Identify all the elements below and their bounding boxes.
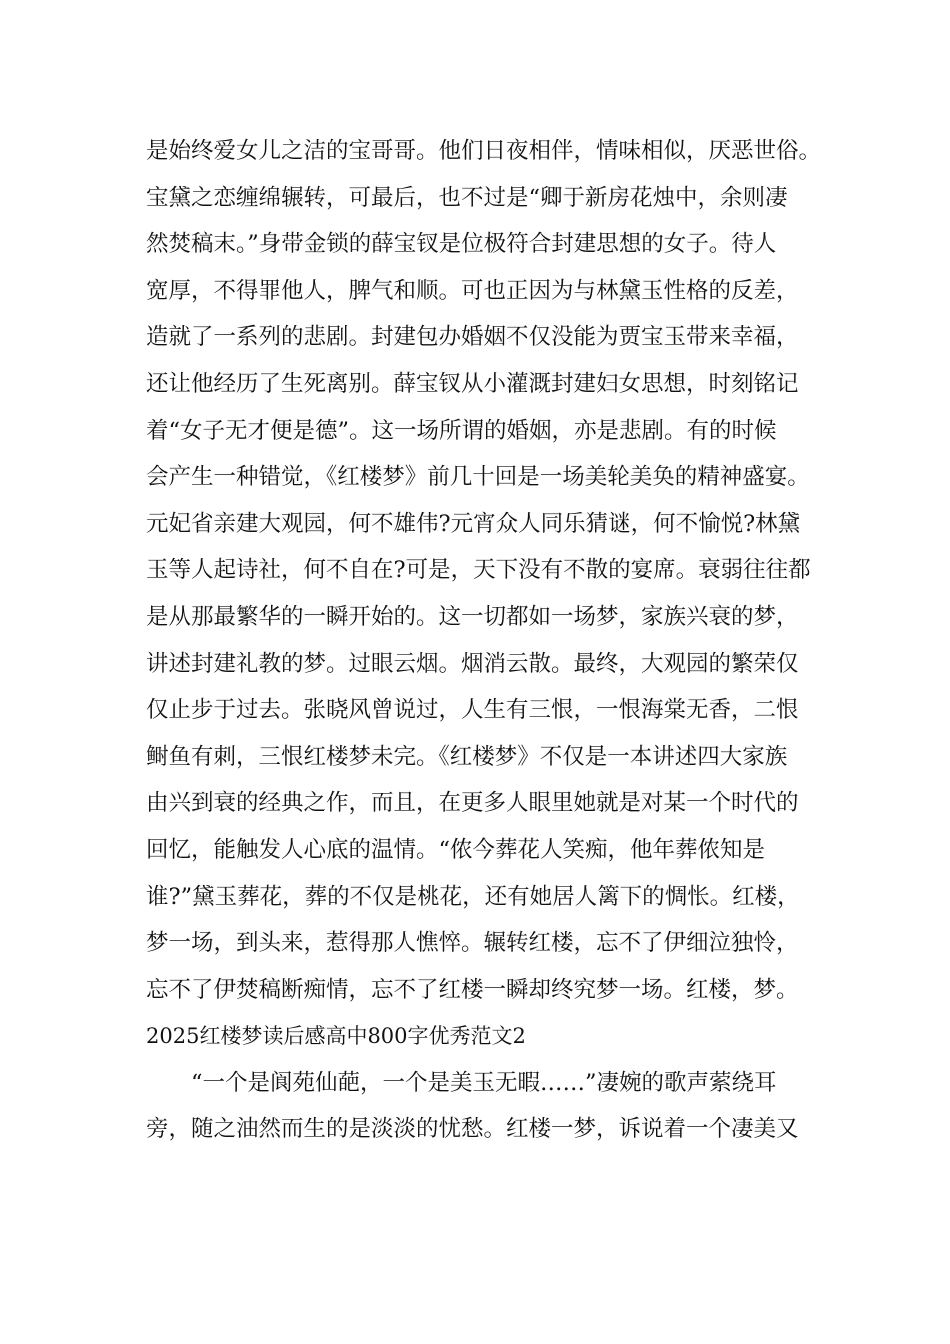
text-line: 造就了一系列的悲剧。封建包办婚姻不仅没能为贾宝玉带来幸福， (146, 324, 799, 351)
text-line: 讲述封建礼教的梦。过眼云烟。烟消云散。最终，大观园的繁荣仅 (146, 650, 799, 677)
text-line: 仅止步于过去。张晓风曾说过，人生有三恨，一恨海棠无香，二恨 (146, 697, 799, 724)
text-line: 回忆，能触发人心底的温情。“侬今葬花人笑痴，他年葬侬知是 (146, 836, 766, 863)
section-text-line: “一个是阆苑仙葩，一个是美玉无暇……”凄婉的歌声萦绕耳 (191, 1069, 777, 1096)
text-line: 然焚稿末。”身带金锁的薛宝钗是位极符合封建思想的女子。待人 (146, 231, 777, 258)
document-body (146, 128, 836, 1153)
text-line: 会产生一种错觉，《红楼梦》前几十回是一场美轮美奂的精神盛宴。 (146, 464, 810, 491)
text-line: 忘不了伊焚稿断痴情，忘不了红楼一瞬却终究梦一场。红楼，梦。 (146, 976, 799, 1003)
text-line: 是始终爱女儿之洁的宝哥哥。他们日夜相伴，情味相似，厌恶世俗。 (146, 138, 822, 164)
text-line: 鲥鱼有刺，三恨红楼梦未完。《红楼梦》不仅是一本讲述四大家族 (146, 743, 788, 770)
text-line: 元妃省亲建大观园，何不雄伟?元宵众人同乐猜谜，何不愉悦?林黛 (146, 510, 801, 537)
section-heading: 2025红楼梦读后感高中800字优秀范文2 (146, 1024, 526, 1049)
text-line: 玉等人起诗社，何不自在?可是，天下没有不散的宴席。衰弱往往都 (146, 557, 811, 584)
text-line: 着“女子无才便是德”。这一场所谓的婚姻，亦是悲剧。有的时候 (146, 417, 777, 444)
text-line: 宽厚，不得罪他人，脾气和顺。可也正因为与林黛玉性格的反差， (146, 277, 799, 304)
text-line: 宝黛之恋缠绵辗转，可最后，也不过是“卿于新房花烛中，余则凄 (146, 184, 788, 211)
text-line: 由兴到衰的经典之作，而且，在更多人眼里她就是对某一个时代的 (146, 790, 799, 817)
text-line: 还让他经历了生死离别。薛宝钗从小灌溉封建妇女思想，时刻铭记 (146, 370, 799, 397)
text-line: 是从那最繁华的一瞬开始的。这一切都如一场梦，家族兴衰的梦， (146, 603, 799, 630)
section-text-line: 旁，随之油然而生的是淡淡的忧愁。红楼一梦，诉说着一个凄美又 (146, 1116, 799, 1143)
text-line: 谁?”黛玉葬花，葬的不仅是桃花，还有她居人篱下的惆怅。红楼， (146, 883, 800, 910)
text-line: 梦一场，到头来，惹得那人憔悴。辗转红楼，忘不了伊细泣独怜， (146, 930, 799, 957)
